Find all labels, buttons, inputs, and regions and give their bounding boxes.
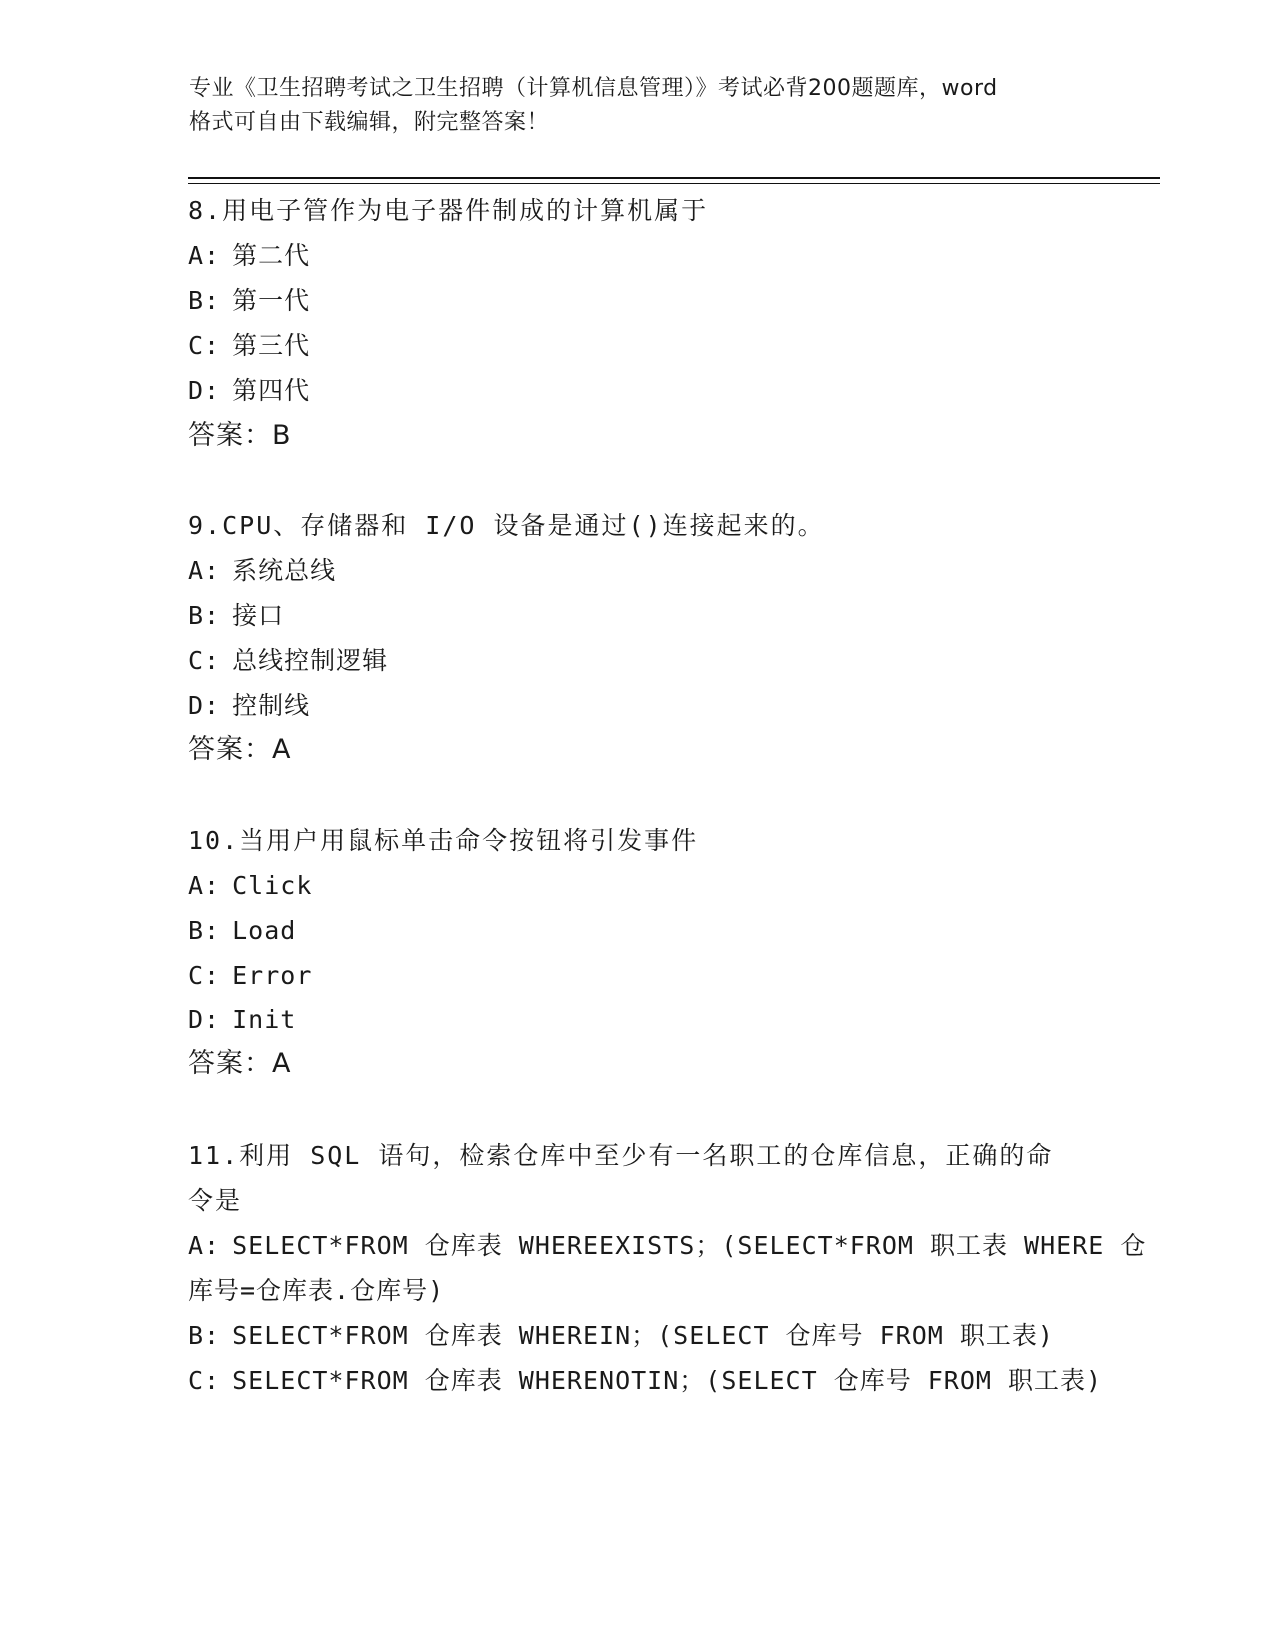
question-8-option-d: D: 第四代 <box>188 376 311 405</box>
document-header <box>189 72 1089 140</box>
question-9-stem: 9.CPU、存储器和 I/O 设备是通过()连接起来的。 <box>188 511 825 540</box>
header-divider-bottom <box>188 183 1160 184</box>
question-9-option-c: C: 总线控制逻辑 <box>188 646 389 675</box>
header-divider-top <box>188 177 1160 179</box>
question-10-option-c: C: Error <box>188 961 313 990</box>
question-9-option-d: D: 控制线 <box>188 691 311 720</box>
header-line-1: 专业《卫生招聘考试之卫生招聘（计算机信息管理）》考试必背200题题库，word <box>189 76 998 101</box>
header-line-2: 格式可自由下载编辑，附完整答案！ <box>189 110 550 135</box>
question-9-answer: 答案：A <box>188 734 292 765</box>
question-10-option-d: D: Init <box>188 1005 297 1034</box>
question-10-answer: 答案：A <box>188 1048 292 1079</box>
question-10-stem: 10.当用户用鼠标单击命令按钮将引发事件 <box>188 826 699 855</box>
question-10-option-b: B: Load <box>188 916 297 945</box>
question-11-option-a: A: SELECT*FROM 仓库表 WHEREEXISTS；(SELECT*FROM 职工表 WHERE 仓 <box>188 1231 1147 1260</box>
question-9-option-a: A: 系统总线 <box>188 556 337 585</box>
question-11-option-a-continued: 库号=仓库表.仓库号) <box>188 1276 445 1305</box>
question-11-stem-line-2: 令是 <box>188 1186 243 1215</box>
question-11-option-c: C: SELECT*FROM 仓库表 WHERENOTIN；(SELECT 仓库号 FROM 职工表) <box>188 1366 1103 1395</box>
question-11-stem-line-1: 11.利用 SQL 语句，检索仓库中至少有一名职工的仓库信息，正确的命 <box>188 1141 1054 1170</box>
question-11-option-b: B: SELECT*FROM 仓库表 WHEREIN；(SELECT 仓库号 FROM 职工表) <box>188 1321 1054 1350</box>
question-10-option-a: A: Click <box>188 871 313 900</box>
question-9-option-b: B: 接口 <box>188 601 285 630</box>
question-8-option-b: B: 第一代 <box>188 286 311 315</box>
question-8-option-c: C: 第三代 <box>188 331 311 360</box>
question-8-stem: 8.用电子管作为电子器件制成的计算机属于 <box>188 196 709 225</box>
question-8-option-a: A: 第二代 <box>188 241 311 270</box>
question-8-answer: 答案：B <box>188 420 292 451</box>
